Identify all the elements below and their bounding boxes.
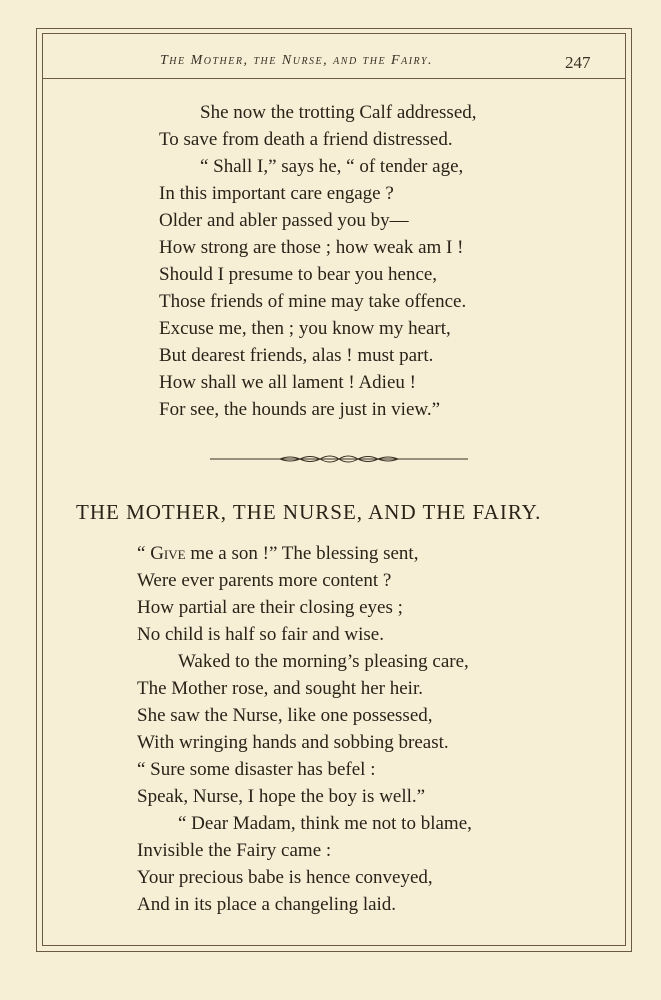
verse-line: Older and abler passed you by— [159, 210, 409, 231]
verse-line: For see, the hounds are just in view.” [159, 399, 441, 420]
verse-line: With wringing hands and sobbing breast. [137, 732, 449, 753]
verse-line: The Mother rose, and sought her heir. [137, 678, 423, 699]
verse-line: Excuse me, then ; you know my heart, [159, 318, 451, 339]
verse-line: Speak, Nurse, I hope the boy is well.” [137, 786, 426, 807]
verse-line: But dearest friends, alas ! must part. [159, 345, 434, 366]
verse-line: “ Dear Madam, think me not to blame, [178, 813, 472, 834]
section-title: THE MOTHER, THE NURSE, AND THE FAIRY. [76, 500, 542, 524]
verse-line: Waked to the morning’s pleasing care, [178, 651, 469, 672]
verse-line: And in its place a changeling laid. [137, 894, 397, 915]
verse-line: She now the trotting Calf addressed, [200, 102, 477, 123]
verse-line: “ Sure some disaster has befel : [137, 759, 376, 780]
verse-line: How partial are their closing eyes ; [137, 597, 403, 618]
first-word: Give [150, 543, 186, 564]
verse-line: Your precious babe is hence conveyed, [137, 867, 433, 888]
verse-line: No child is half so fair and wise. [137, 624, 384, 645]
page-number: 247 [565, 53, 591, 72]
ornamental-divider [210, 452, 468, 466]
verse-line: She saw the Nurse, like one possessed, [137, 705, 433, 726]
verse-line: Should I presume to bear you hence, [159, 264, 438, 285]
verse-line: “ Shall I,” says he, “ of tender age, [200, 156, 464, 177]
open-quote: “ [137, 543, 151, 564]
first-line-rest: me a son !” The blessing sent, [185, 543, 419, 564]
verse-line-first [137, 544, 418, 563]
verse-line: Those friends of mine may take offence. [159, 291, 467, 312]
verse-line: How strong are those ; how weak am I ! [159, 237, 464, 258]
verse-line: To save from death a friend distressed. [159, 129, 453, 150]
header-rule [42, 78, 626, 79]
verse-line: In this important care engage ? [159, 183, 394, 204]
verse-line: Were ever parents more content ? [137, 570, 392, 591]
verse-line: Invisible the Fairy came : [137, 840, 332, 861]
verse-line: How shall we all lament ! Adieu ! [159, 372, 416, 393]
running-head: The Mother, the Nurse, and the Fairy. [160, 53, 434, 68]
